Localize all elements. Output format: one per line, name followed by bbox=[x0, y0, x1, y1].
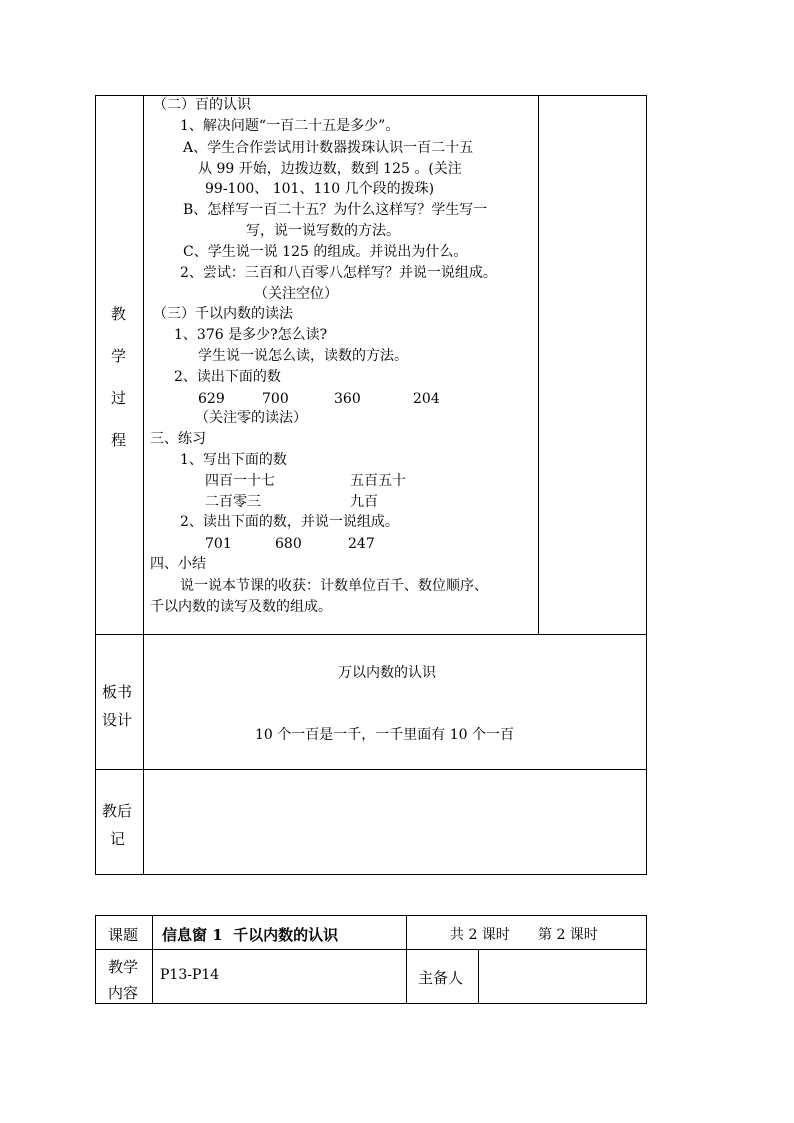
number-item: 360 bbox=[334, 391, 361, 407]
process-line: B、怎样写一百二十五？为什么这样写？学生写一 bbox=[183, 202, 488, 218]
exercise-item: 五百五十 bbox=[350, 473, 406, 489]
board-label: 设计 bbox=[102, 711, 133, 729]
number-item: 701 bbox=[205, 536, 232, 552]
process-line: A、学生合作尝试用计数器拨珠认识一百二十五 bbox=[183, 140, 474, 156]
board-label: 板书 bbox=[102, 683, 133, 701]
preparer-label: 主备人 bbox=[418, 969, 464, 987]
process-line: 说一说本节课的收获：计数单位百千、数位顺序、 bbox=[180, 578, 488, 594]
column-divider bbox=[478, 949, 479, 1004]
process-line: 学生说一说怎么读，读数的方法。 bbox=[198, 348, 408, 364]
content-value: P13-P14 bbox=[160, 967, 220, 983]
row-divider bbox=[95, 634, 647, 635]
notes-column-divider bbox=[538, 95, 539, 635]
process-line: C、学生说一说 125 的组成。并说出为什么。 bbox=[183, 244, 468, 260]
number-item: 204 bbox=[413, 391, 440, 407]
exercise-item: 二百零三 bbox=[205, 494, 261, 510]
row-divider bbox=[95, 769, 647, 770]
section-heading: 四、小结 bbox=[150, 556, 206, 572]
number-item: 700 bbox=[262, 391, 289, 407]
content-label: 内容 bbox=[108, 984, 139, 1002]
exercise-item: 四百一十七 bbox=[205, 473, 275, 489]
process-line: （关注空位） bbox=[254, 286, 338, 302]
process-line: 99-100、 101、110 几个段的拨珠) bbox=[205, 181, 435, 197]
process-line: 从 99 开始，边拨边数，数到 125 。(关注 bbox=[198, 161, 462, 177]
content-label: 教学 bbox=[108, 958, 139, 976]
hours-current: 第 2 课时 bbox=[538, 927, 598, 943]
process-line: 2、读出下面的数 bbox=[174, 369, 281, 385]
column-divider bbox=[406, 915, 407, 1004]
row-divider bbox=[95, 949, 647, 950]
hours-total: 共 2 课时 bbox=[450, 927, 510, 943]
exercise-item: 九百 bbox=[350, 494, 378, 510]
process-line: 千以内数的读写及数的组成。 bbox=[150, 599, 332, 615]
process-line: 2、尝试：三百和八百零八怎样写？并说一说组成。 bbox=[180, 265, 497, 281]
board-title: 万以内数的认识 bbox=[338, 665, 436, 681]
column-divider bbox=[143, 95, 144, 875]
section-heading: 三、练习 bbox=[150, 431, 206, 447]
number-item: 629 bbox=[198, 391, 225, 407]
board-content: 10 个一百是一千，一千里面有 10 个一百 bbox=[255, 727, 514, 743]
process-line: （关注零的读法） bbox=[195, 410, 307, 426]
process-line: 1、376 是多少?怎么读? bbox=[174, 327, 328, 343]
reflection-label: 教后 bbox=[102, 802, 133, 820]
number-item: 680 bbox=[275, 536, 302, 552]
process-line: 1、解决问题“一百二十五是多少”。 bbox=[180, 118, 400, 134]
side-label-char: 教 bbox=[111, 305, 127, 323]
topic-label: 课题 bbox=[108, 926, 139, 944]
reflection-label: 记 bbox=[110, 830, 126, 848]
side-label-char: 过 bbox=[111, 389, 127, 407]
process-line: 写，说一说写数的方法。 bbox=[246, 223, 400, 239]
process-line: 1、写出下面的数 bbox=[180, 452, 287, 468]
process-line: 2、读出下面的数，并说一说组成。 bbox=[180, 514, 399, 530]
number-item: 247 bbox=[348, 536, 375, 552]
side-label-char: 学 bbox=[111, 347, 127, 365]
section-heading: （二）百的认识 bbox=[153, 97, 251, 113]
topic-value: 信息窗 1 千以内数的认识 bbox=[162, 926, 339, 944]
column-divider bbox=[152, 915, 153, 1004]
side-label-char: 程 bbox=[111, 431, 127, 449]
section-heading: （三）千以内数的读法 bbox=[153, 306, 293, 322]
